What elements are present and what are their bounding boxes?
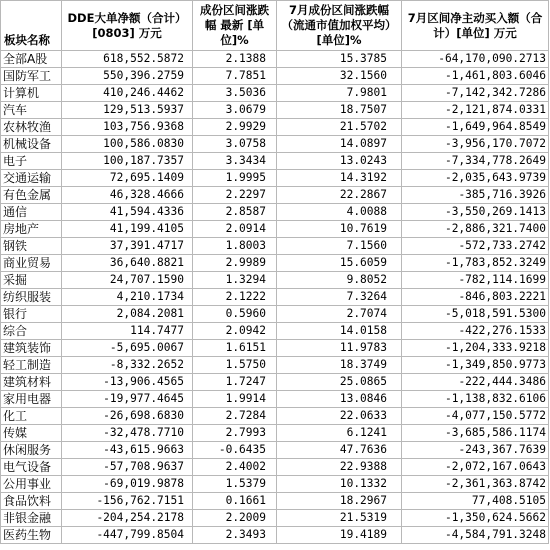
sector-name-cell: 机械设备: [1, 136, 62, 153]
range-change-cell: 7.7851: [193, 68, 277, 85]
range-change-cell: 1.6151: [193, 340, 277, 357]
table-row[interactable]: [1, 187, 549, 204]
july-net-buy-cell: -2,072,167.0643: [402, 459, 549, 476]
july-net-buy-cell: -1,350,624.5662: [402, 510, 549, 527]
sector-name-cell: 电子: [1, 153, 62, 170]
sector-name-cell: 全部A股: [1, 51, 62, 68]
table-row[interactable]: [1, 476, 549, 493]
header-dde-net[interactable]: DDE大单净额（合计）[0803] 万元: [62, 1, 193, 51]
sector-name-cell: 化工: [1, 408, 62, 425]
range-change-cell: 2.9929: [193, 119, 277, 136]
table-row[interactable]: [1, 51, 549, 68]
july-change-cell: 10.7619: [277, 221, 402, 238]
table-row[interactable]: [1, 170, 549, 187]
july-net-buy-cell: -3,550,269.1413: [402, 204, 549, 221]
july-net-buy-cell: -3,956,170.7072: [402, 136, 549, 153]
july-net-buy-cell: -1,349,850.9773: [402, 357, 549, 374]
table-row[interactable]: [1, 289, 549, 306]
july-net-buy-cell: -5,018,591.5300: [402, 306, 549, 323]
july-net-buy-cell: -2,361,363.8742: [402, 476, 549, 493]
range-change-cell: 2.2297: [193, 187, 277, 204]
dde-net-cell: -69,019.9878: [62, 476, 193, 493]
sector-name-cell: 非银金融: [1, 510, 62, 527]
sector-name-cell: 国防军工: [1, 68, 62, 85]
range-change-cell: 1.9914: [193, 391, 277, 408]
table-header: [1, 1, 549, 51]
sector-name-cell: 采掘: [1, 272, 62, 289]
sector-name-cell: 建筑材料: [1, 374, 62, 391]
dde-net-cell: 36,640.8821: [62, 255, 193, 272]
july-net-buy-cell: -385,716.3926: [402, 187, 549, 204]
july-net-buy-cell: -2,035,643.9739: [402, 170, 549, 187]
dde-net-cell: -204,254.2178: [62, 510, 193, 527]
july-net-buy-cell: -1,138,832.6106: [402, 391, 549, 408]
july-net-buy-cell: -1,461,803.6046: [402, 68, 549, 85]
range-change-cell: 2.0942: [193, 323, 277, 340]
sector-name-cell: 家用电器: [1, 391, 62, 408]
dde-net-cell: 100,586.0830: [62, 136, 193, 153]
header-sector-name[interactable]: 板块名称: [1, 1, 62, 51]
dde-net-cell: -43,615.9663: [62, 442, 193, 459]
july-change-cell: 18.3749: [277, 357, 402, 374]
july-net-buy-cell: -3,685,586.1174: [402, 425, 549, 442]
dde-net-cell: -57,708.9637: [62, 459, 193, 476]
july-change-cell: 2.7074: [277, 306, 402, 323]
range-change-cell: 3.3434: [193, 153, 277, 170]
july-net-buy-cell: -243,367.7639: [402, 442, 549, 459]
range-change-cell: 1.8003: [193, 238, 277, 255]
table-body: [1, 51, 549, 544]
header-range-change[interactable]: 成份区间涨跌幅 最新 [单位]%: [193, 1, 277, 51]
range-change-cell: 2.9989: [193, 255, 277, 272]
range-change-cell: 3.0758: [193, 136, 277, 153]
range-change-cell: 1.9995: [193, 170, 277, 187]
table-row[interactable]: [1, 357, 549, 374]
range-change-cell: 2.0914: [193, 221, 277, 238]
july-change-cell: 14.0158: [277, 323, 402, 340]
dde-net-cell: 46,328.4666: [62, 187, 193, 204]
july-change-cell: 22.9388: [277, 459, 402, 476]
table-row[interactable]: [1, 136, 549, 153]
july-change-cell: 22.0633: [277, 408, 402, 425]
dde-net-cell: -156,762.7151: [62, 493, 193, 510]
dde-net-cell: 410,246.4462: [62, 85, 193, 102]
july-change-cell: 19.4189: [277, 527, 402, 544]
table-row[interactable]: [1, 442, 549, 459]
sector-name-cell: 钢铁: [1, 238, 62, 255]
sector-name-cell: 计算机: [1, 85, 62, 102]
table-row[interactable]: [1, 510, 549, 527]
dde-net-cell: -8,332.2652: [62, 357, 193, 374]
july-net-buy-cell: -64,170,090.2713: [402, 51, 549, 68]
dde-net-cell: 2,084.2081: [62, 306, 193, 323]
range-change-cell: 2.1222: [193, 289, 277, 306]
july-change-cell: 18.2967: [277, 493, 402, 510]
dde-net-cell: 100,187.7357: [62, 153, 193, 170]
range-change-cell: 2.1388: [193, 51, 277, 68]
sector-name-cell: 农林牧渔: [1, 119, 62, 136]
table-row[interactable]: [1, 102, 549, 119]
dde-net-cell: -447,799.8504: [62, 527, 193, 544]
table-row[interactable]: [1, 85, 549, 102]
july-change-cell: 7.9801: [277, 85, 402, 102]
table-row[interactable]: [1, 255, 549, 272]
sector-name-cell: 建筑装饰: [1, 340, 62, 357]
table-row[interactable]: [1, 272, 549, 289]
dde-net-cell: -26,698.6830: [62, 408, 193, 425]
table-row[interactable]: [1, 323, 549, 340]
table-row[interactable]: [1, 459, 549, 476]
sector-name-cell: 传媒: [1, 425, 62, 442]
dde-net-cell: 41,594.4336: [62, 204, 193, 221]
july-net-buy-cell: -7,142,342.7286: [402, 85, 549, 102]
july-net-buy-cell: -846,803.2221: [402, 289, 549, 306]
range-change-cell: 2.4002: [193, 459, 277, 476]
july-change-cell: 21.5702: [277, 119, 402, 136]
july-change-cell: 18.7507: [277, 102, 402, 119]
sector-name-cell: 交通运输: [1, 170, 62, 187]
july-change-cell: 7.3264: [277, 289, 402, 306]
table-row[interactable]: [1, 527, 549, 544]
table-row[interactable]: [1, 68, 549, 85]
july-net-buy-cell: -1,649,964.8549: [402, 119, 549, 136]
dde-net-cell: 24,707.1590: [62, 272, 193, 289]
july-change-cell: 47.7636: [277, 442, 402, 459]
sector-name-cell: 汽车: [1, 102, 62, 119]
range-change-cell: -0.6435: [193, 442, 277, 459]
range-change-cell: 0.1661: [193, 493, 277, 510]
sector-name-cell: 电气设备: [1, 459, 62, 476]
sector-name-cell: 休闲服务: [1, 442, 62, 459]
table-row[interactable]: [1, 408, 549, 425]
dde-net-cell: -13,906.4565: [62, 374, 193, 391]
july-change-cell: 9.8052: [277, 272, 402, 289]
july-net-buy-cell: 77,408.5105: [402, 493, 549, 510]
header-july-net-buy[interactable]: 7月区间净主动买入额（合计）[单位] 万元: [402, 1, 549, 51]
range-change-cell: 2.8587: [193, 204, 277, 221]
sector-name-cell: 医药生物: [1, 527, 62, 544]
dde-net-cell: -32,478.7710: [62, 425, 193, 442]
table-row[interactable]: [1, 374, 549, 391]
july-change-cell: 22.2867: [277, 187, 402, 204]
dde-net-cell: 129,513.5937: [62, 102, 193, 119]
range-change-cell: 2.3493: [193, 527, 277, 544]
july-net-buy-cell: -572,733.2742: [402, 238, 549, 255]
sector-name-cell: 轻工制造: [1, 357, 62, 374]
dde-net-cell: 72,695.1409: [62, 170, 193, 187]
range-change-cell: 2.7284: [193, 408, 277, 425]
july-net-buy-cell: -4,077,150.5772: [402, 408, 549, 425]
range-change-cell: 1.5379: [193, 476, 277, 493]
july-change-cell: 25.0865: [277, 374, 402, 391]
july-change-cell: 11.9783: [277, 340, 402, 357]
july-change-cell: 14.0897: [277, 136, 402, 153]
dde-net-cell: 4,210.1734: [62, 289, 193, 306]
table-row[interactable]: [1, 306, 549, 323]
header-july-change[interactable]: 7月成份区间涨跌幅（流通市值加权平均）[单位]%: [277, 1, 402, 51]
july-change-cell: 14.3192: [277, 170, 402, 187]
sector-name-cell: 公用事业: [1, 476, 62, 493]
july-change-cell: 6.1241: [277, 425, 402, 442]
july-net-buy-cell: -7,334,778.2649: [402, 153, 549, 170]
range-change-cell: 2.2009: [193, 510, 277, 527]
range-change-cell: 1.7247: [193, 374, 277, 391]
july-net-buy-cell: -2,121,874.0331: [402, 102, 549, 119]
table-row[interactable]: [1, 425, 549, 442]
sector-name-cell: 综合: [1, 323, 62, 340]
july-net-buy-cell: -782,114.1699: [402, 272, 549, 289]
range-change-cell: 3.5036: [193, 85, 277, 102]
sector-name-cell: 纺织服装: [1, 289, 62, 306]
range-change-cell: 2.7993: [193, 425, 277, 442]
dde-net-cell: 103,756.9368: [62, 119, 193, 136]
july-change-cell: 7.1560: [277, 238, 402, 255]
sector-name-cell: 商业贸易: [1, 255, 62, 272]
range-change-cell: 1.5750: [193, 357, 277, 374]
july-change-cell: 15.3785: [277, 51, 402, 68]
dde-net-cell: 37,391.4717: [62, 238, 193, 255]
sector-name-cell: 通信: [1, 204, 62, 221]
table-row[interactable]: [1, 221, 549, 238]
header-row: [1, 1, 549, 51]
dde-net-cell: 114.7477: [62, 323, 193, 340]
table-row[interactable]: [1, 153, 549, 170]
table-row[interactable]: [1, 119, 549, 136]
july-net-buy-cell: -1,783,852.3249: [402, 255, 549, 272]
dde-net-cell: 41,199.4105: [62, 221, 193, 238]
sector-name-cell: 有色金属: [1, 187, 62, 204]
dde-net-cell: 550,396.2759: [62, 68, 193, 85]
table-row[interactable]: [1, 238, 549, 255]
dde-net-cell: -5,695.0067: [62, 340, 193, 357]
july-net-buy-cell: -1,204,333.9218: [402, 340, 549, 357]
july-change-cell: 13.0243: [277, 153, 402, 170]
table-row[interactable]: [1, 493, 549, 510]
july-change-cell: 15.6059: [277, 255, 402, 272]
range-change-cell: 1.3294: [193, 272, 277, 289]
dde-net-cell: 618,552.5872: [62, 51, 193, 68]
table-row[interactable]: [1, 204, 549, 221]
july-net-buy-cell: -222,444.3486: [402, 374, 549, 391]
sector-name-cell: 房地产: [1, 221, 62, 238]
range-change-cell: 3.0679: [193, 102, 277, 119]
july-change-cell: 4.0088: [277, 204, 402, 221]
july-net-buy-cell: -2,886,321.7400: [402, 221, 549, 238]
table-row[interactable]: [1, 340, 549, 357]
july-change-cell: 13.0846: [277, 391, 402, 408]
july-change-cell: 32.1560: [277, 68, 402, 85]
july-net-buy-cell: -422,276.1533: [402, 323, 549, 340]
july-change-cell: 10.1332: [277, 476, 402, 493]
dde-net-cell: -19,977.4645: [62, 391, 193, 408]
range-change-cell: 0.5960: [193, 306, 277, 323]
table-row[interactable]: [1, 391, 549, 408]
sector-name-cell: 银行: [1, 306, 62, 323]
sector-name-cell: 食品饮料: [1, 493, 62, 510]
july-net-buy-cell: -4,584,791.3248: [402, 527, 549, 544]
july-change-cell: 21.5319: [277, 510, 402, 527]
